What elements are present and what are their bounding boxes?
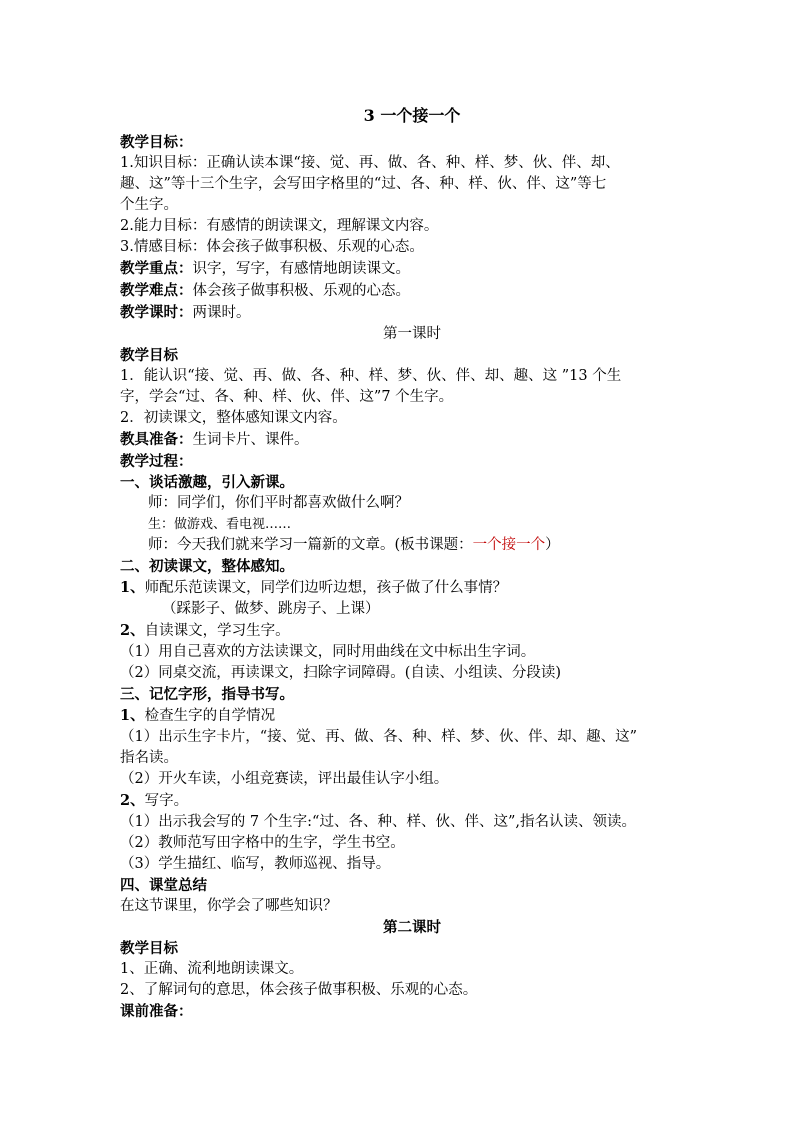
teaching-aids: [120, 429, 704, 451]
section-1-heading: 一、谈话激趣，引入新课。: [120, 474, 294, 491]
lesson-1-objective-2: 2．初读课文，整体感知课文内容。: [120, 410, 347, 426]
section-2-item-2-text: 自读课文，学习生字。: [144, 623, 290, 639]
objectives-heading: 教学目标：: [120, 134, 193, 151]
section-2-item-2: [120, 620, 704, 642]
class-hours-label: 教学课时：: [120, 304, 193, 321]
section-2-heading: 二、初读课文，整体感知。: [120, 558, 294, 575]
lesson-2-objectives-heading: 教学目标: [120, 940, 178, 957]
section-1-teacher-line-1: 师：同学们，你们平时都喜欢做什么啊？: [148, 495, 409, 511]
section-4-heading: 四、课堂总结: [120, 877, 207, 894]
objective-ability: 2.能力目标：有感情的朗读课文，理解课文内容。: [120, 218, 439, 234]
document-title: 3 一个接一个: [363, 106, 461, 125]
section-3-item-1-sub-1-line-1: （1）出示生字卡片，“接、觉、再、做、各、种、样、梦、伙、伴、却、趣、这”: [120, 729, 638, 745]
key-points-text: 识字，写字，有感情地朗读课文。: [192, 261, 410, 277]
objective-emotion: 3.情感目标：体会孩子做事积极、乐观的心态。: [120, 239, 424, 255]
section-2-item-2-sub-2: （2）同桌交流，再读课文，扫除字词障碍。(自读、小组读、分段读): [120, 665, 562, 681]
key-points: [120, 258, 704, 280]
section-3-item-2-sub-1: （1）出示我会写的 7 个生字:“过、各、种、样、伙、伴、这”,指名认读、领读。: [120, 814, 636, 830]
section-1-student-line: 生：做游戏、看电视……: [148, 517, 292, 532]
objective-knowledge-line-2: 趣、这”等十三个生字，会写田字格里的“过、各、种、样、伙、伴、这”等七: [120, 176, 607, 192]
key-points-label: 教学重点：: [120, 260, 193, 277]
difficult-points-label: 教学难点：: [120, 282, 193, 299]
lesson-2-objective-1: 1、正确、流利地朗读课文。: [120, 961, 304, 977]
section-3-item-2-text: 写字。: [144, 793, 189, 809]
teacher-line-2-text: 师：今天我们就来学习一篇新的文章。(板书课题：: [148, 537, 473, 553]
section-3-item-2-sub-2: （2）教师范写田字格中的生字，学生书空。: [120, 835, 405, 851]
section-3-item-1-sub-1-line-2: 指名读。: [120, 750, 178, 766]
section-3-item-1-sub-2: （2）开火车读，小组竞赛读，评出最佳认字小组。: [120, 771, 449, 787]
section-2-item-1-number: 1、: [120, 579, 145, 596]
lesson-1-objective-1-line-2: 字，学会“过、各、种、样、伙、伴、这”7 个生字。: [120, 389, 454, 405]
board-title-text: 一个接一个: [472, 537, 546, 553]
class-hours-text: 两课时。: [192, 305, 251, 321]
lesson-1-heading: 第一课时: [383, 326, 441, 342]
section-4-text: 在这节课里，你学会了哪些知识？: [120, 898, 338, 914]
class-hours: [120, 302, 704, 324]
teaching-aids-text: 生词卡片、课件。: [192, 432, 309, 448]
section-2-item-2-number: 2、: [120, 622, 145, 639]
section-2-item-1-text: 师配乐范读课文，同学们边听边想，孩子做了什么事情？: [144, 580, 508, 596]
difficult-points-text: 体会孩子做事积极、乐观的心态。: [192, 283, 410, 299]
lesson-2-heading: 第二课时: [383, 919, 441, 936]
section-3-item-1-number: 1、: [120, 707, 145, 724]
difficult-points: [120, 280, 704, 302]
section-3-item-2-sub-3: （3）学生描红、临写，教师巡视、指导。: [120, 856, 391, 872]
objective-knowledge-line-1: 1.知识目标：正确认读本课“接、觉、再、做、各、种、样、梦、伙、伴、却、: [120, 155, 620, 171]
section-3-item-1: [120, 705, 704, 727]
section-2-item-1: [120, 577, 704, 599]
objective-knowledge-line-3: 个生字。: [120, 197, 178, 213]
section-3-item-1-text: 检查生字的自学情况: [144, 708, 276, 724]
teacher-line-2-end: ）: [545, 537, 560, 553]
section-3-item-2: [120, 790, 704, 812]
section-1-teacher-line-2: [120, 535, 704, 556]
lesson-2-prep-heading: 课前准备：: [120, 1003, 193, 1020]
section-2-item-2-sub-1: （1）用自己喜欢的方法读课文，同时用曲线在文中标出生字词。: [120, 644, 536, 660]
lesson-1-objective-1-line-1: 1．能认识“接、觉、再、做、各、种、样、梦、伙、伴、却、趣、这 ”13 个生: [120, 368, 622, 384]
lesson-1-objectives-heading: 教学目标: [120, 347, 178, 364]
section-3-heading: 三、记忆字形，指导书写。: [120, 686, 294, 703]
teaching-aids-label: 教具准备：: [120, 431, 193, 448]
lesson-2-objective-2: 2、了解词句的意思，体会孩子做事积极、乐观的心态。: [120, 982, 478, 998]
section-3-item-2-number: 2、: [120, 792, 145, 809]
section-2-item-1-answer: （踩影子、做梦、跳房子、上课）: [162, 601, 380, 617]
process-heading: 教学过程：: [120, 453, 193, 470]
